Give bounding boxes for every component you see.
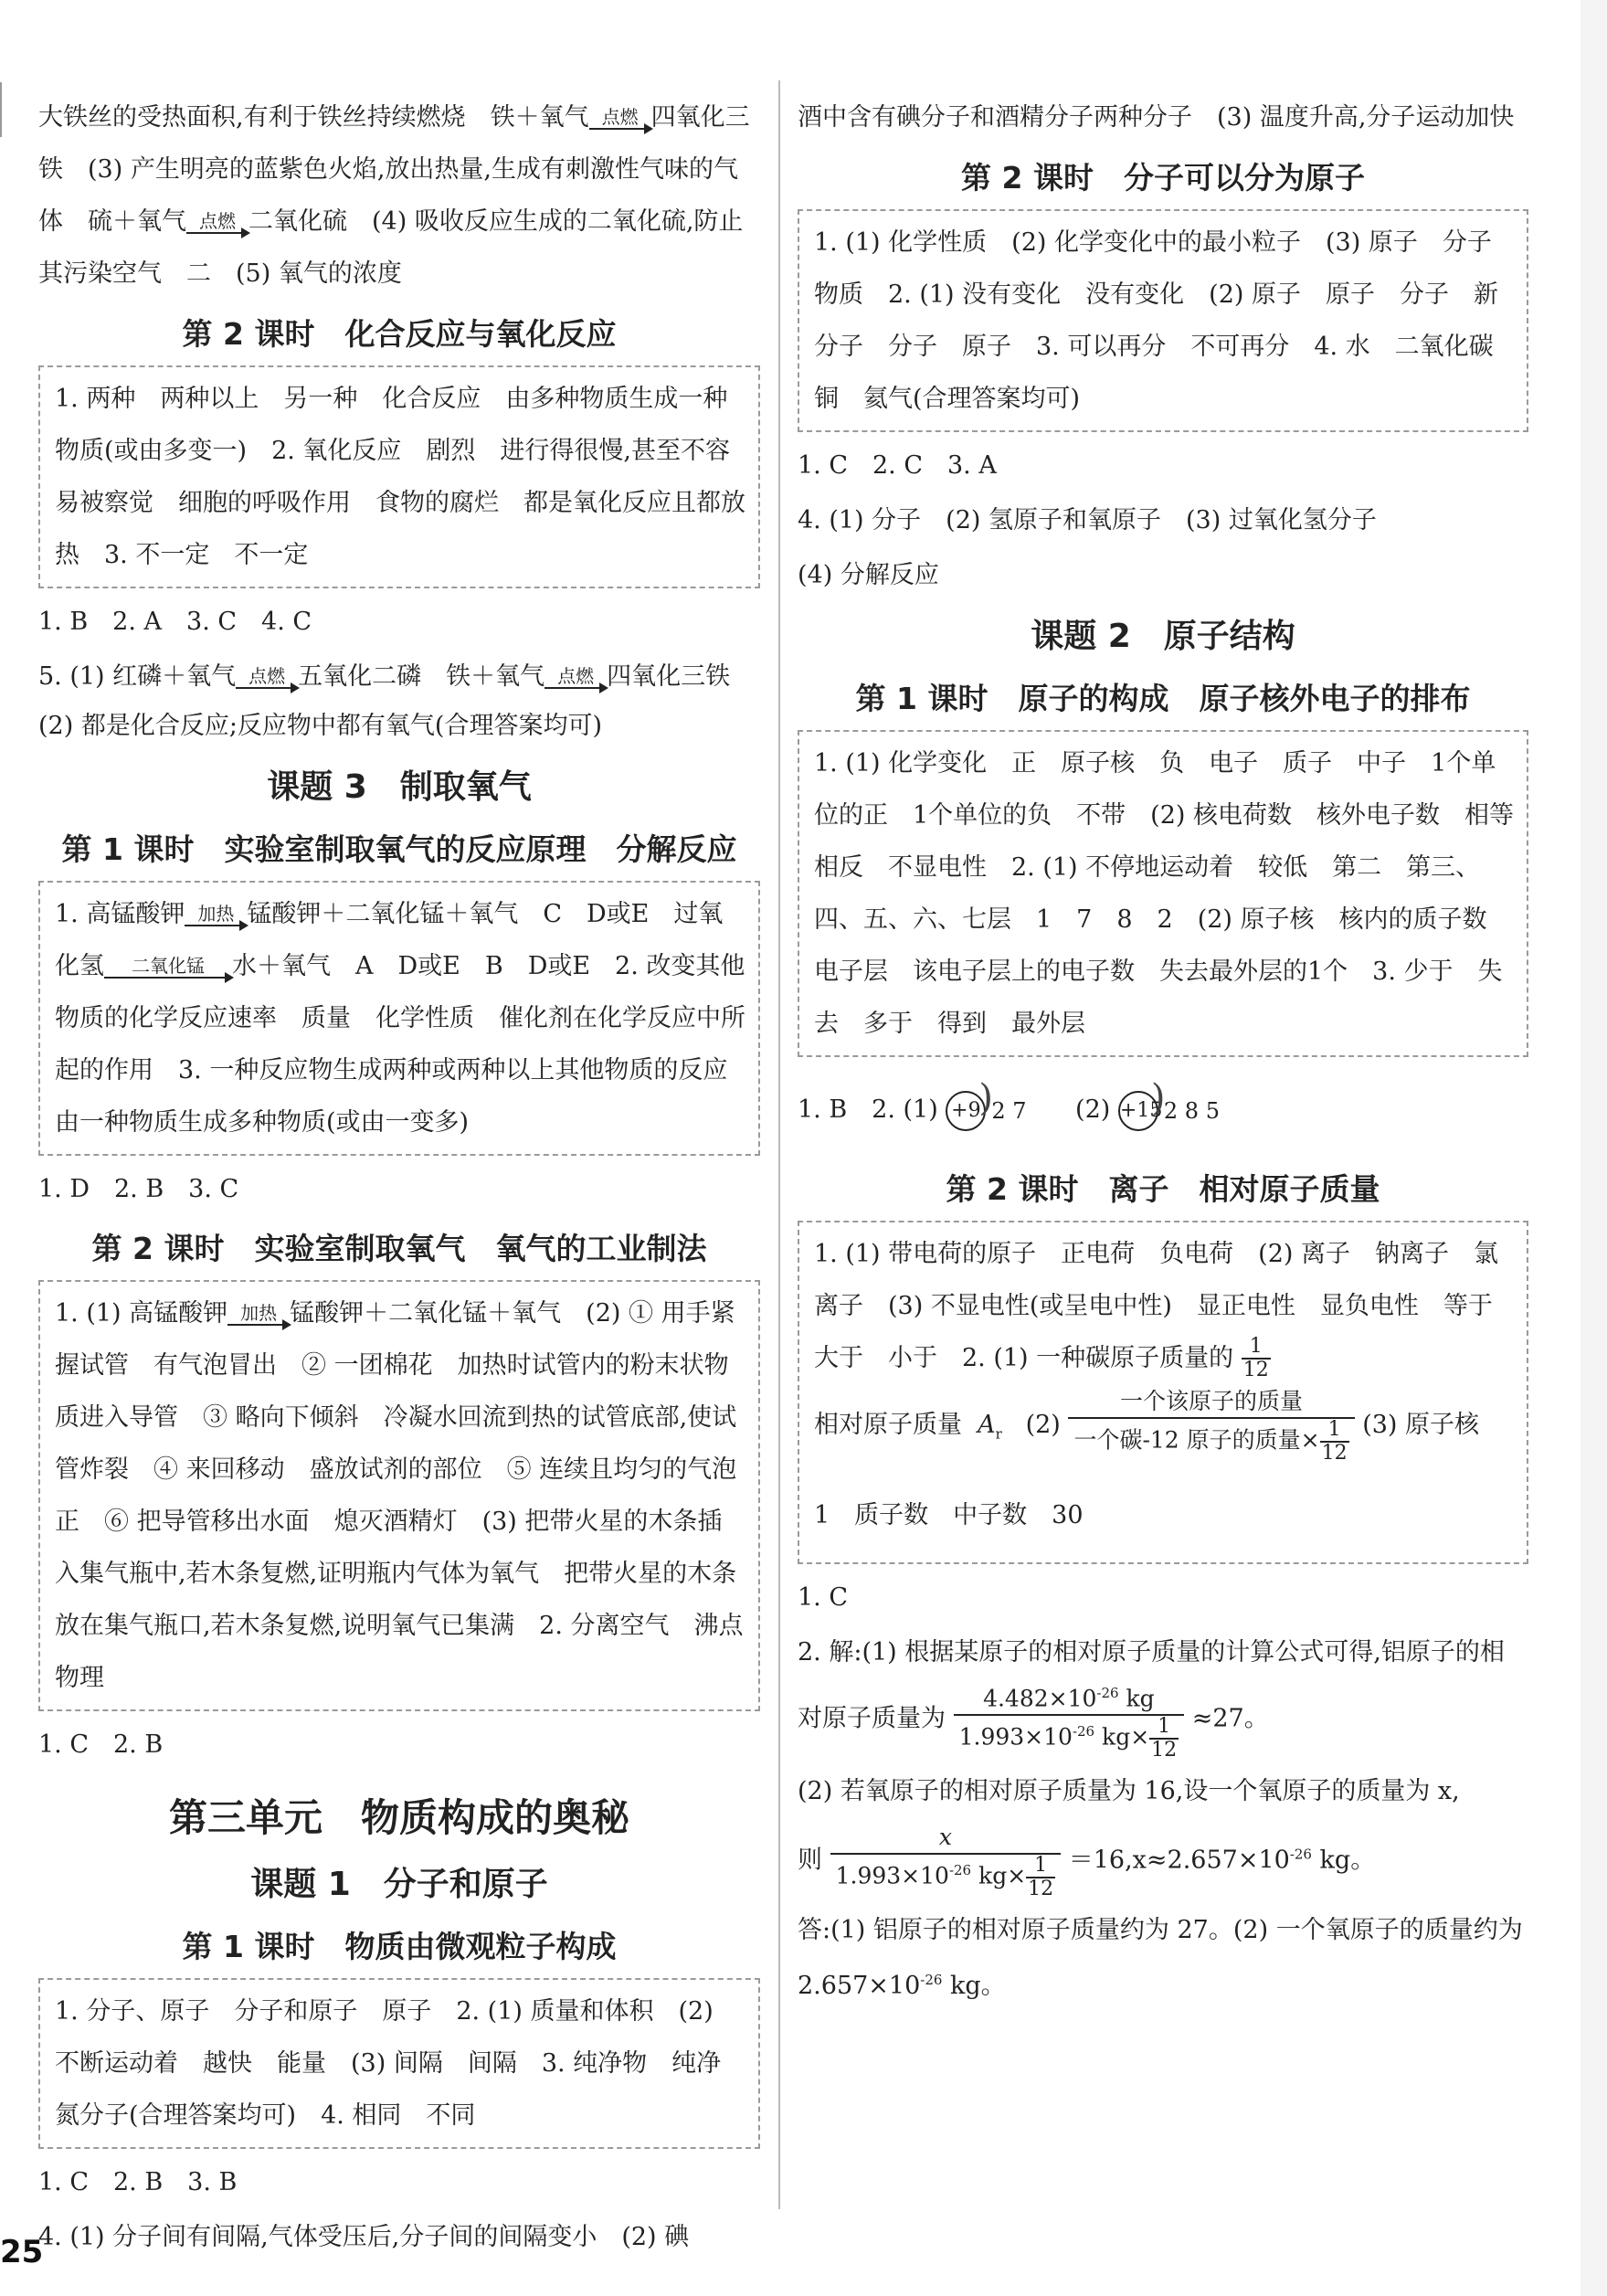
reaction-condition: 点燃 bbox=[557, 664, 595, 687]
lesson-title: 第 1 课时 物质由微观粒子构成 bbox=[182, 1929, 617, 1964]
reaction-arrow bbox=[236, 664, 298, 689]
knowledge-box bbox=[38, 1280, 768, 1711]
solution-denominator bbox=[830, 1855, 1062, 1900]
electron-shells: ) 2 7 bbox=[989, 1074, 1028, 1148]
intro-text: 酒中含有碘分子和酒精分子两种分子 (3) 温度升高,分子运动加快 bbox=[798, 103, 1515, 132]
solution-fragment: kg。 bbox=[1311, 1846, 1376, 1875]
lesson-title: 第 2 课时 分子可以分为原子 bbox=[961, 160, 1365, 196]
answer-line: 4. (1) 分子 (2) 氢原子和氧原子 (3) 过氧化氢分子 bbox=[798, 506, 1377, 534]
box-fragment: (2) bbox=[1025, 1410, 1061, 1439]
answer-text: (2) bbox=[1075, 1095, 1111, 1124]
topic-title: 课题 1 分子和原子 bbox=[250, 1866, 548, 1903]
ar-subscript: r bbox=[995, 1424, 1002, 1442]
lesson-title: 第 1 课时 实验室制取氧气的反应原理 分解反应 bbox=[61, 831, 737, 867]
fraction bbox=[1026, 1855, 1055, 1900]
column-divider bbox=[778, 80, 780, 2209]
topic-title: 课题 3 制取氧气 bbox=[267, 768, 532, 806]
reaction-arrow bbox=[227, 1301, 290, 1326]
box-text: 1. 分子、原子 分子和原子 原子 2. (1) 质量和体积 (2) 不断运动着 越快 能量 (3) 间隔 间隔 3. 纯净物 纯净 氮分子(合理答案均可) 4. 相同 不同 bbox=[55, 1997, 746, 2130]
box-fragment: 1. (1) 带电荷的原子 正电荷 负电荷 (2) 离子 钠离子 氯离子 (3) 不显电性(或呈电中性) 显正电性 显负电性 等于 大于 小于 2. (1) 一种碳原子质量的 bbox=[814, 1239, 1517, 1372]
reaction-condition: 加热 bbox=[197, 902, 235, 925]
reaction-condition: 点燃 bbox=[248, 664, 286, 687]
den-mantissa: 1.993×10 bbox=[835, 1862, 949, 1889]
box-text: 1. (1) 化学性质 (2) 化学变化中的最小粒子 (3) 原子 分子 物质 2. (1) 没有变化 没有变化 (2) 原子 原子 分子 新分子 分子 原子 3. 可以再分 不可再分 4. 水 二氧化碳 铜 氦气(合理答案均可) bbox=[814, 228, 1518, 413]
exponent: -26 bbox=[1096, 1684, 1119, 1701]
ar-symbol: A bbox=[978, 1410, 996, 1439]
answer-line: 4. (1) 分子间有间隔,气体受压后,分子间的间隔变小 (2) 碘 bbox=[38, 2223, 690, 2251]
box-fragment: 1. (1) 高锰酸钾 bbox=[55, 1299, 228, 1328]
topic-title: 课题 2 原子结构 bbox=[1031, 618, 1295, 655]
num-mantissa: 4.482×10 bbox=[983, 1685, 1097, 1712]
solution-fragment: ＝16,x≈2.657×10 bbox=[1068, 1846, 1290, 1875]
solution-fraction bbox=[954, 1677, 1185, 1762]
den-mantissa: 1.993×10 bbox=[958, 1723, 1073, 1751]
atom-structure-diagram bbox=[1118, 1074, 1221, 1148]
answer-text: 答:(1) 铝原子的相对原子质量约为 27。(2) 一个氧原子的质量约为 2.657×10 bbox=[798, 1916, 1523, 2001]
numerator: 1 bbox=[1026, 1855, 1055, 1878]
intro-text bbox=[38, 91, 760, 300]
box-fragment: (3) 原子核 1 质子数 中子数 30 bbox=[814, 1410, 1505, 1529]
answer-line: 1. B 2. A 3. C 4. C bbox=[38, 608, 312, 636]
answer-line: 1. D 2. B 3. C bbox=[38, 1175, 239, 1203]
reaction-arrow bbox=[186, 209, 248, 234]
box-fragment: 相对原子质量 bbox=[814, 1410, 962, 1439]
fraction bbox=[1242, 1336, 1271, 1381]
box-text bbox=[55, 1287, 768, 1704]
right-column bbox=[798, 91, 1539, 2016]
answer-line: 1. C 2. B 3. B bbox=[38, 2168, 238, 2196]
formula-denominator-text: 一个碳-12 原子的质量× bbox=[1073, 1426, 1320, 1454]
nucleus-circle: +9 bbox=[946, 1091, 986, 1131]
reaction-condition: 点燃 bbox=[199, 209, 236, 232]
lesson-title: 第 1 课时 原子的构成 原子核外电子的排布 bbox=[855, 681, 1471, 716]
unit: kg× bbox=[1094, 1723, 1150, 1751]
exponent: -26 bbox=[1072, 1723, 1095, 1741]
answer-text: 五氧化二磷 铁＋氧气 bbox=[298, 662, 545, 691]
solution-fragment: ≈27。 bbox=[1191, 1704, 1269, 1733]
reaction-condition: 二氧化锰 bbox=[132, 954, 205, 977]
reaction-arrow bbox=[544, 664, 607, 689]
formula-numerator: 一个该原子的质量 bbox=[1068, 1386, 1354, 1419]
lesson-title: 第 2 课时 化合反应与氧化反应 bbox=[182, 316, 617, 352]
solution-numerator bbox=[954, 1677, 1185, 1716]
knowledge-box bbox=[798, 1221, 1528, 1564]
answer-text: 5. (1) 红磷＋氧气 bbox=[38, 662, 237, 691]
solution-fragment: 则 bbox=[798, 1846, 822, 1875]
solution-fragment: 2. 解:(1) 根据某原子的相对原子质量的计算公式可得,铝原子的相对原子质量为 bbox=[798, 1637, 1505, 1733]
reaction-condition: 加热 bbox=[240, 1301, 278, 1324]
reaction-arrow bbox=[104, 954, 232, 979]
unit-title: 第三单元 物质构成的奥秘 bbox=[168, 1795, 629, 1840]
intro-line: 大铁丝的受热面积,有利于铁丝持续燃烧 铁＋氧气 bbox=[38, 103, 589, 132]
box-text: 1. (1) 化学变化 正 原子核 负 电子 质子 中子 1个单位的正 1个单位的负 不带 (2) 核电荷数 核外电子数 相等 相反 不显电性 2. (1) 不停地运动着 较低 第二 第三、四、五、六、七层 1 7 8 2 (2) 原子核 核内的质子数 电子层 该电子层上的电子数 失去最外层的1个 3. 少于 失去 多于 得到 最外层 bbox=[814, 749, 1539, 1038]
intro-line: 二氧化硫 (4) 吸收反应生成的二氧化硫,防止其污染空气 二 (5) 氧气的浓度 bbox=[38, 207, 744, 288]
answer-line: (4) 分解反应 bbox=[798, 561, 939, 589]
answer-line: 1. C 2. B bbox=[38, 1730, 164, 1759]
intro-line: 四氧化三铁 (3) 产生明亮的蓝紫色火焰,放出热量,生成有刺激性气味的气体 硫＋氧气 bbox=[38, 103, 750, 236]
solution-denominator bbox=[954, 1716, 1185, 1762]
page-number: 25 bbox=[0, 2234, 44, 2270]
numerator: 1 bbox=[1242, 1336, 1271, 1360]
nucleus-circle: +15 bbox=[1118, 1091, 1158, 1131]
numerator: 1 bbox=[1320, 1419, 1349, 1443]
formula-fraction bbox=[1068, 1386, 1354, 1465]
reaction-arrow bbox=[185, 902, 247, 926]
unit: kg bbox=[1118, 1685, 1155, 1712]
box-text: 1. 两种 两种以上 另一种 化合反应 由多种物质生成一种物质(或由多变一) 2. 氧化反应 剧烈 进行得很慢,甚至不容易被察觉 细胞的呼吸作用 食物的腐烂 都是氧化反应且都放热 3. 不一定 不一定 bbox=[55, 385, 745, 569]
answer-line bbox=[38, 652, 760, 751]
exponent: -26 bbox=[948, 1862, 972, 1879]
knowledge-box bbox=[798, 209, 1528, 432]
denominator: 12 bbox=[1151, 1739, 1178, 1762]
reaction-arrow bbox=[589, 105, 651, 130]
lesson-title: 第 2 课时 实验室制取氧气 氧气的工业制法 bbox=[91, 1231, 707, 1266]
box-fragment: 锰酸钾＋二氧化锰＋氧气 (2) ① 用手紧握试管 有气泡冒出 ② 一团棉花 加热时试管内的粉末状物质进入导管 ③ 略向下倾斜 冷凝水回流到热的试管底部,使试管炸裂 ④ 来回移动 盛放试剂的部位 ⑤ 连续且均匀的气泡 正 ⑥ 把导管移出水面 熄灭酒精灯 (3) 把带火星的木条插入集气瓶中,若木条复燃,证明瓶内气体为氧气 把带火星的木条放在集气瓶口,若木条复燃,说明氧气已集满 2. 分离空气 沸点 物理 bbox=[55, 1299, 768, 1692]
solution-text bbox=[798, 1822, 1528, 1900]
box-fragment: 水＋氧气 A D或E B D或E 2. 改变其他物质的化学反应速率 质量 化学性质 催化剂在化学反应中所起的作用 3. 一种反应物生成两种或两种以上其他物质的反应 由一种物质生成多种物质(或由一变多) bbox=[55, 952, 753, 1137]
box-fragment: 锰酸钾＋二氧化锰＋氧气 C D或E 过氧化氢 bbox=[55, 900, 724, 980]
reaction-condition: 点燃 bbox=[601, 105, 639, 128]
answer-text: 四氧化三铁 (2) 都是化合反应;反应物中都有氧气(合理答案均可) bbox=[38, 662, 756, 740]
denominator: 12 bbox=[1242, 1359, 1269, 1381]
electron-shells: ) 2 8 5 bbox=[1162, 1074, 1221, 1148]
unit: kg× bbox=[971, 1862, 1027, 1889]
fraction bbox=[1320, 1419, 1349, 1465]
fraction bbox=[1149, 1716, 1179, 1762]
solution-fraction bbox=[830, 1822, 1062, 1900]
knowledge-box bbox=[38, 365, 760, 588]
denominator: 12 bbox=[1321, 1442, 1348, 1465]
solution-text: (2) 若氧原子的相对原子质量为 16,设一个氧原子的质量为 x, bbox=[798, 1777, 1460, 1806]
box-text bbox=[814, 1228, 1517, 1384]
box-fragment: 1. 高锰酸钾 bbox=[55, 900, 185, 928]
answer-text: kg。 bbox=[942, 1972, 1006, 2001]
knowledge-box bbox=[798, 730, 1539, 1057]
lesson-title: 第 2 课时 离子 相对原子质量 bbox=[946, 1170, 1380, 1207]
knowledge-box bbox=[38, 881, 760, 1156]
left-margin-mark bbox=[0, 82, 11, 137]
answer-text: 1. B 2. (1) bbox=[798, 1095, 938, 1124]
knowledge-box bbox=[38, 1978, 760, 2149]
left-column bbox=[38, 91, 768, 2268]
page-edge-shadow bbox=[1581, 0, 1607, 2296]
answer-line bbox=[798, 1074, 1528, 1148]
solution-numerator bbox=[830, 1822, 1062, 1855]
answer-line: 1. C bbox=[798, 1582, 849, 1612]
atom-structure-diagram bbox=[946, 1074, 1028, 1148]
denominator: 12 bbox=[1028, 1878, 1054, 1901]
final-answer bbox=[798, 1906, 1528, 2011]
box-text bbox=[814, 1384, 1514, 1557]
numerator: 1 bbox=[1149, 1716, 1179, 1740]
exponent: -26 bbox=[920, 1972, 943, 1989]
box-text bbox=[55, 888, 753, 1148]
exponent: -26 bbox=[1289, 1846, 1312, 1863]
variable-x: x bbox=[938, 1824, 952, 1851]
formula-denominator bbox=[1068, 1419, 1354, 1465]
answer-line: 1. C 2. C 3. A bbox=[798, 451, 997, 480]
solution-text bbox=[798, 1628, 1528, 1762]
